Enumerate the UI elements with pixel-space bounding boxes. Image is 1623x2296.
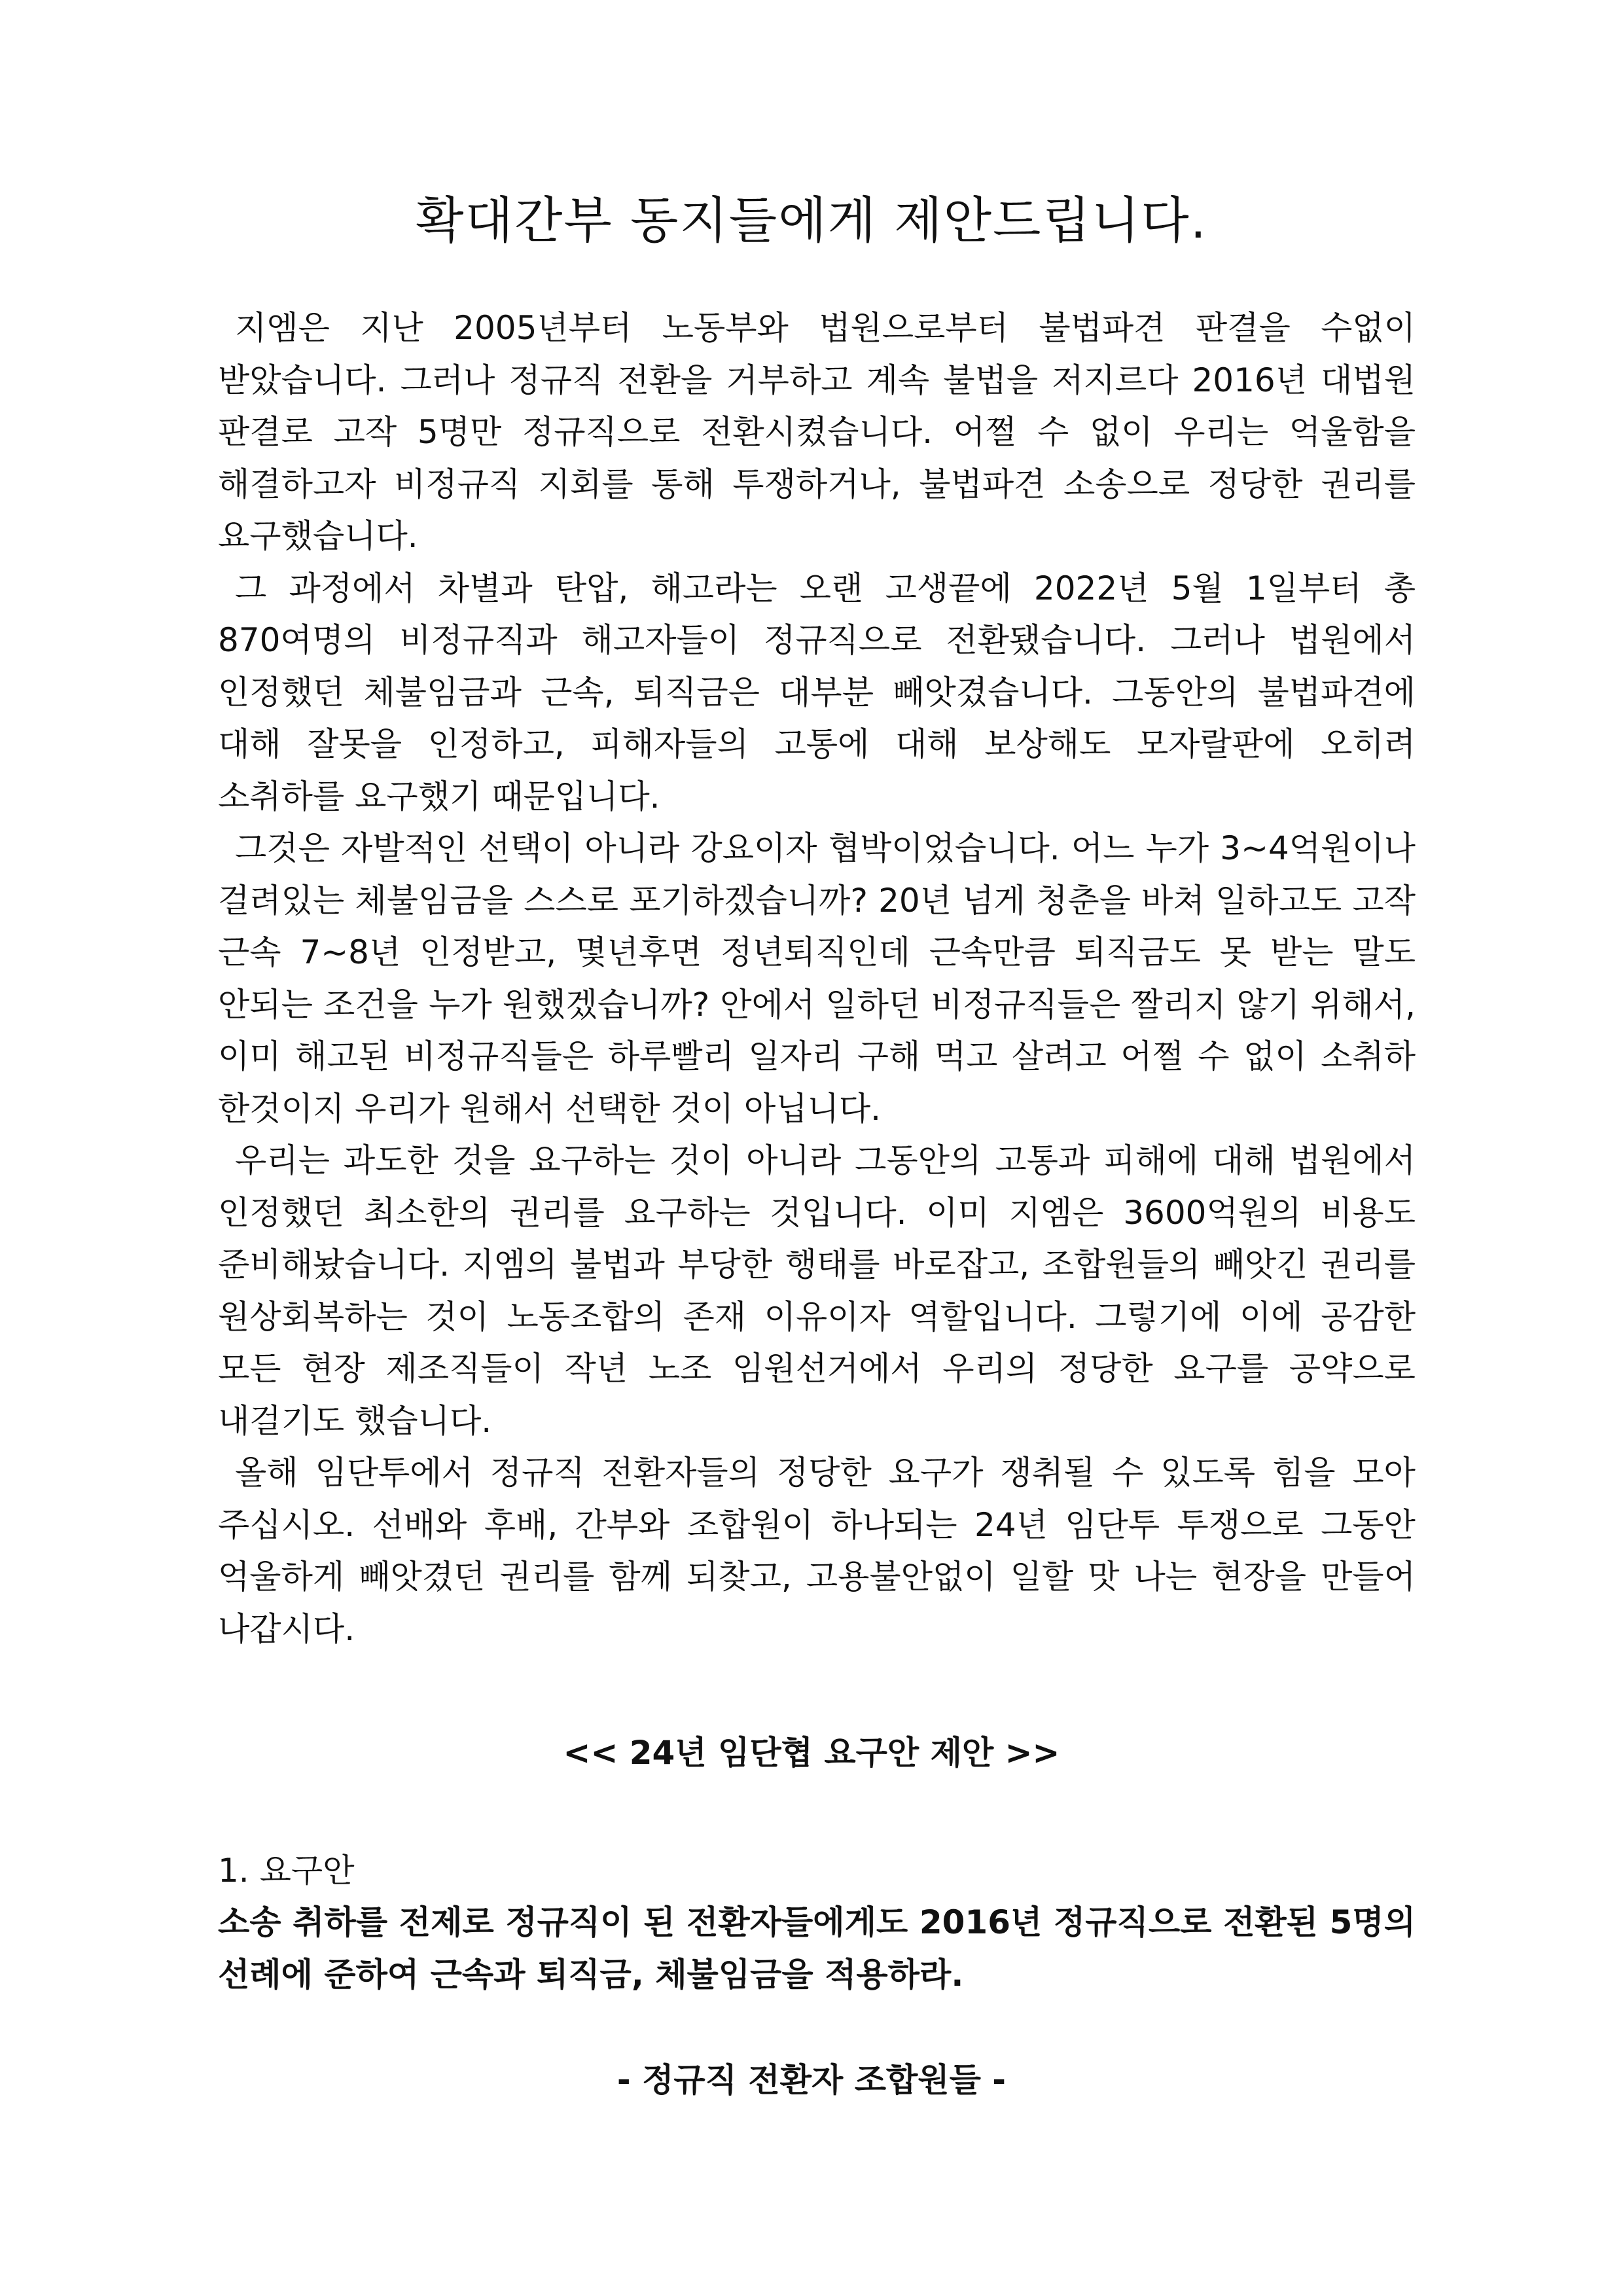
demand-text: 소송 취하를 전제로 정규직이 된 전환자들에게도 2016년 정규직으로 전환된 5명의 선례에 준하여 근속과 퇴직금, 체불임금을 적용하라.	[218, 1903, 1416, 1994]
paragraph-1: 지엠은 지난 2005년부터 노동부와 법원으로부터 불법파견 판결을 수없이 받았습니다. 그러나 정규직 전환을 거부하고 계속 불법을 저지르다 2016년 대법원 판결로 고작 5명만 정규직으로 전환시켰습니다. 어쩔 수 없이 우리는 억울함을 해결하고자 비정규직 지회를 통해 투쟁하거나, 불법파견 소송으로 정당한 권리를 요구했습니다.	[218, 309, 1416, 555]
proposal-heading: << 24년 임단협 요구안 제안 >>	[563, 1734, 1060, 1772]
paragraph-3: 그것은 자발적인 선택이 아니라 강요이자 협박이었습니다. 어느 누가 3~4억원이나 걸려있는 체불임금을 스스로 포기하겠습니까? 20년 넘게 청춘을 바쳐 일하고도 고작 근속 7~8년 인정받고, 몇년후면 정년퇴직인데 근속만큼 퇴직금도 못 받는 말도 안되는 조건을 누가 원했겠습니까? 안에서 일하던 비정규직들은 짤리지 않기 위해서, 이미 해고된 비정규직들은 하루빨리 일자리 구해 먹고 살려고 어쩔 수 없이 소취하 한것이지 우리가 원해서 선택한 것이 아닙니다.	[218, 829, 1416, 1128]
paragraph-2: 그 과정에서 차별과 탄압, 해고라는 오랜 고생끝에 2022년 5월 1일부터 총 870여명의 비정규직과 해고자들이 정규직으로 전환됐습니다. 그러나 법원에서 인정했던 체불임금과 근속, 퇴직금은 대부분 빼앗겼습니다. 그동안의 불법파견에 대해 잘못을 인정하고, 피해자들의 고통에 대해 보상해도 모자랄판에 오히려 소취하를 요구했기 때문입니다.	[218, 569, 1416, 816]
document-title: 확대간부 동지들에게 제안드립니다.	[416, 191, 1207, 249]
paragraph-5: 올해 임단투에서 정규직 전환자들의 정당한 요구가 쟁취될 수 있도록 힘을 모아 주십시오. 선배와 후배, 간부와 조합원이 하나되는 24년 임단투 투쟁으로 그동안 억울하게 빼앗겼던 권리를 함께 되찾고, 고용불안없이 일할 맛 나는 현장을 만들어 나갑시다.	[218, 1454, 1416, 1648]
document-body	[218, 302, 1416, 1655]
section-title: 1. 요구안	[218, 1852, 355, 1890]
paragraph-4: 우리는 과도한 것을 요구하는 것이 아니라 그동안의 고통과 피해에 대해 법원에서 인정했던 최소한의 권리를 요구하는 것입니다. 이미 지엠은 3600억원의 비용도 준비해놨습니다. 지엠의 불법과 부당한 행태를 바로잡고, 조합원들의 빼앗긴 권리를 원상회복하는 것이 노동조합의 존재 이유이자 역할입니다. 그렇기에 이에 공감한 모든 현장 제조직들이 작년 노조 임원선거에서 우리의 정당한 요구를 공약으로 내걸기도 했습니다.	[218, 1141, 1416, 1440]
demand-section	[218, 1844, 1416, 2001]
signature: - 정규직 전환자 조합원들 -	[616, 2061, 1007, 2099]
